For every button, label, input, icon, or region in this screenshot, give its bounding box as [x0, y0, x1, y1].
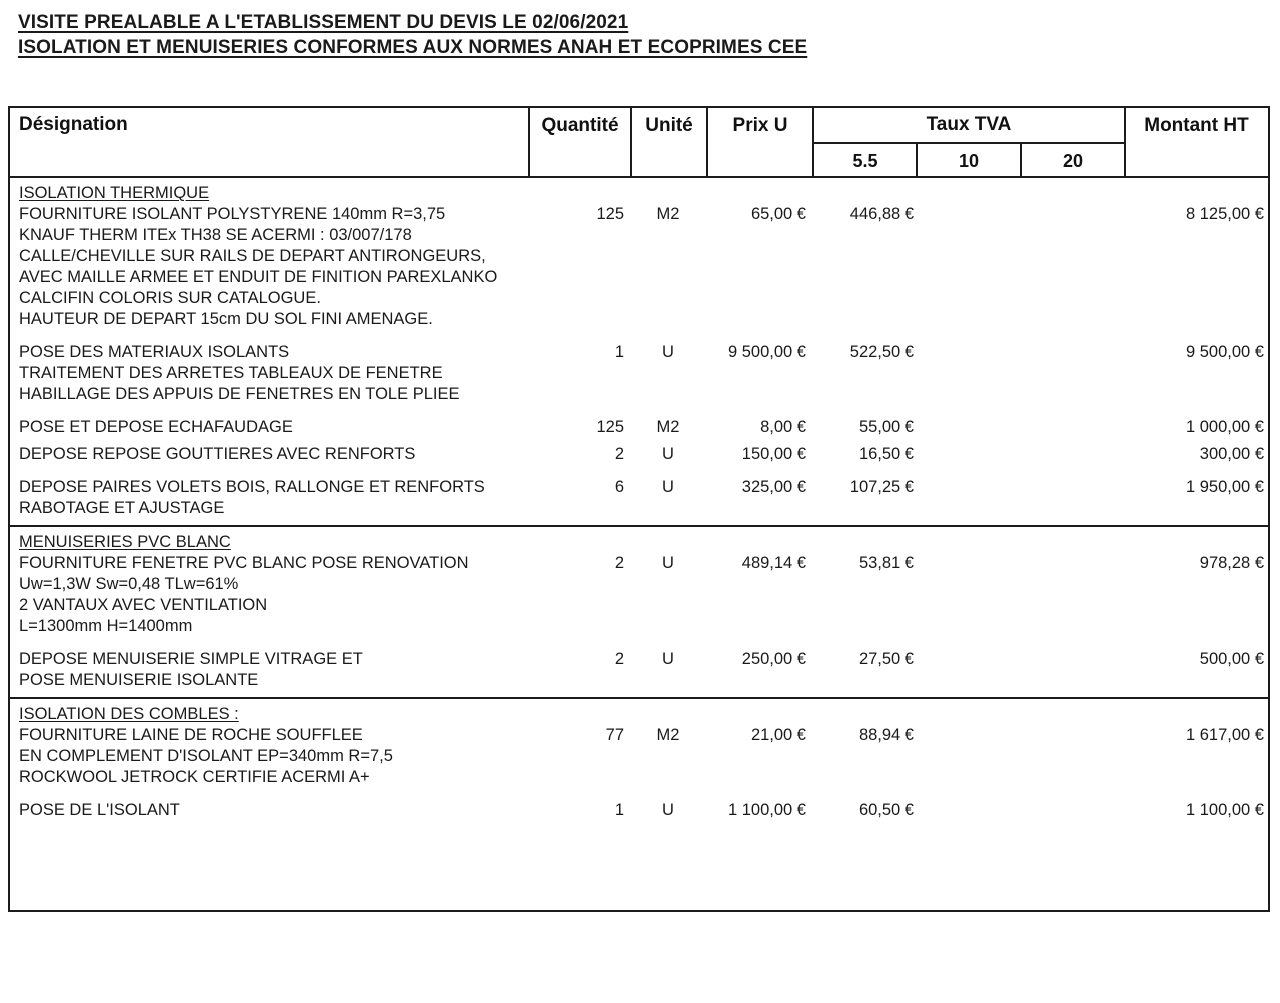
- cell-prix-u: 21,00 €: [750, 726, 806, 744]
- description-line: EN COMPLEMENT D'ISOLANT EP=340mm R=7,5: [19, 747, 393, 765]
- table-row: [10, 725, 1268, 746]
- description-line: CALLE/CHEVILLE SUR RAILS DE DEPART ANTIRONGEURS,: [19, 247, 486, 265]
- table-section: [10, 697, 1268, 827]
- cell-quantite: 125: [596, 418, 624, 436]
- cell-designation: DEPOSE REPOSE GOUTTIERES AVEC RENFORTS: [19, 445, 416, 463]
- table-section: [10, 178, 1268, 525]
- description-line: 2 VANTAUX AVEC VENTILATION: [19, 596, 268, 614]
- devis-table: [8, 106, 1270, 912]
- cell-tva-5-5: 522,50 €: [849, 343, 914, 361]
- cell-montant-ht: 9 500,00 €: [1186, 343, 1264, 361]
- cell-montant-ht: 500,00 €: [1199, 650, 1264, 668]
- description-line: HABILLAGE DES APPUIS DE FENETRES EN TOLE PLIEE: [19, 385, 460, 403]
- cell-montant-ht: 978,28 €: [1199, 554, 1264, 572]
- cell-montant-ht: 1 100,00 €: [1186, 801, 1264, 819]
- cell-quantite: 2: [614, 445, 624, 463]
- cell-prix-u: 250,00 €: [741, 650, 806, 668]
- cell-tva-5-5: 107,25 €: [849, 478, 914, 496]
- cell-quantite: 2: [614, 650, 624, 668]
- description-line: Uw=1,3W Sw=0,48 TLw=61%: [19, 575, 239, 593]
- column-header-prix-u: Prix U: [706, 108, 812, 176]
- cell-unite: M2: [656, 726, 680, 744]
- cell-quantite: 1: [614, 801, 624, 819]
- row-spacer: [10, 405, 1268, 417]
- table-row: [10, 649, 1268, 670]
- cell-montant-ht: 1 000,00 €: [1186, 418, 1264, 436]
- cell-unite: U: [662, 554, 674, 572]
- cell-unite: U: [662, 445, 674, 463]
- column-header-taux-tva: Taux TVA: [812, 108, 1124, 144]
- section-title: ISOLATION DES COMBLES :: [19, 705, 239, 723]
- row-spacer: [10, 330, 1268, 342]
- cell-tva-5-5: 55,00 €: [858, 418, 914, 436]
- cell-designation: FOURNITURE ISOLANT POLYSTYRENE 140mm R=3,75: [19, 205, 446, 223]
- table-row: [10, 342, 1268, 363]
- cell-prix-u: 9 500,00 €: [728, 343, 806, 361]
- description-line: HAUTEUR DE DEPART 15cm DU SOL FINI AMENAGE.: [19, 310, 433, 328]
- cell-tva-5-5: 27,50 €: [858, 650, 914, 668]
- description-line: RABOTAGE ET AJUSTAGE: [19, 499, 225, 517]
- cell-prix-u: 1 100,00 €: [728, 801, 806, 819]
- description-line: POSE MENUISERIE ISOLANTE: [19, 671, 259, 689]
- table-row: [10, 553, 1268, 574]
- cell-quantite: 125: [596, 205, 624, 223]
- cell-montant-ht: 8 125,00 €: [1186, 205, 1264, 223]
- cell-tva-5-5: 53,81 €: [858, 554, 914, 572]
- cell-montant-ht: 1 950,00 €: [1186, 478, 1264, 496]
- page-title-line-2: ISOLATION ET MENUISERIES CONFORMES AUX NORMES ANAH ET ECOPRIMES CEE: [18, 37, 808, 59]
- description-line: ROCKWOOL JETROCK CERTIFIE ACERMI A+: [19, 768, 370, 786]
- row-spacer: [10, 465, 1268, 477]
- cell-tva-5-5: 446,88 €: [849, 205, 914, 223]
- table-row: [10, 444, 1268, 465]
- cell-tva-5-5: 88,94 €: [858, 726, 914, 744]
- section-title: MENUISERIES PVC BLANC: [19, 533, 231, 551]
- document-headings: [18, 10, 1258, 60]
- cell-quantite: 1: [614, 343, 624, 361]
- column-header-tva-20: 20: [1020, 144, 1124, 178]
- column-header-tva-10: 10: [916, 144, 1020, 178]
- page-title-line-1: VISITE PREALABLE A L'ETABLISSEMENT DU DEVIS LE 02/06/2021: [18, 12, 629, 33]
- cell-prix-u: 8,00 €: [760, 418, 806, 436]
- cell-unite: U: [662, 650, 674, 668]
- cell-unite: U: [662, 478, 674, 496]
- cell-designation: POSE ET DEPOSE ECHAFAUDAGE: [19, 418, 293, 436]
- description-line: AVEC MAILLE ARMEE ET ENDUIT DE FINITION PAREXLANKO: [19, 268, 498, 286]
- cell-montant-ht: 1 617,00 €: [1186, 726, 1264, 744]
- cell-designation: POSE DES MATERIAUX ISOLANTS: [19, 343, 290, 361]
- cell-quantite: 77: [605, 726, 624, 744]
- column-header-tva-5-5: 5.5: [812, 144, 916, 178]
- description-line: TRAITEMENT DES ARRETES TABLEAUX DE FENETRE: [19, 364, 443, 382]
- table-row: [10, 204, 1268, 225]
- cell-tva-5-5: 16,50 €: [858, 445, 914, 463]
- cell-prix-u: 325,00 €: [741, 478, 806, 496]
- cell-prix-u: 489,14 €: [741, 554, 806, 572]
- cell-unite: M2: [656, 418, 680, 436]
- column-header-quantite: Quantité: [528, 108, 630, 176]
- cell-tva-5-5: 60,50 €: [858, 801, 914, 819]
- cell-unite: U: [662, 343, 674, 361]
- column-header-unite: Unité: [630, 108, 706, 176]
- cell-quantite: 2: [614, 554, 624, 572]
- section-title: ISOLATION THERMIQUE: [19, 184, 210, 202]
- cell-designation: FOURNITURE FENETRE PVC BLANC POSE RENOVATION: [19, 554, 469, 572]
- cell-designation: POSE DE L'ISOLANT: [19, 801, 180, 819]
- column-header-montant-ht: Montant HT: [1124, 108, 1267, 176]
- cell-designation: DEPOSE PAIRES VOLETS BOIS, RALLONGE ET RENFORTS: [19, 478, 485, 496]
- description-line: L=1300mm H=1400mm: [19, 617, 193, 635]
- table-section: [10, 525, 1268, 697]
- cell-designation: FOURNITURE LAINE DE ROCHE SOUFFLEE: [19, 726, 363, 744]
- cell-unite: M2: [656, 205, 680, 223]
- table-row: [10, 417, 1268, 438]
- description-line: KNAUF THERM ITEx TH38 SE ACERMI : 03/007/178: [19, 226, 412, 244]
- column-header-designation: Désignation: [19, 114, 128, 135]
- description-line: CALCIFIN COLORIS SUR CATALOGUE.: [19, 289, 321, 307]
- cell-prix-u: 65,00 €: [750, 205, 806, 223]
- row-spacer: [10, 788, 1268, 800]
- cell-unite: U: [662, 801, 674, 819]
- table-row: [10, 800, 1268, 821]
- table-body: [10, 178, 1268, 909]
- table-header-row: [10, 108, 1268, 178]
- row-spacer: [10, 637, 1268, 649]
- cell-prix-u: 150,00 €: [741, 445, 806, 463]
- cell-montant-ht: 300,00 €: [1199, 445, 1264, 463]
- cell-quantite: 6: [614, 478, 624, 496]
- table-row: [10, 477, 1268, 498]
- cell-designation: DEPOSE MENUISERIE SIMPLE VITRAGE ET: [19, 650, 363, 668]
